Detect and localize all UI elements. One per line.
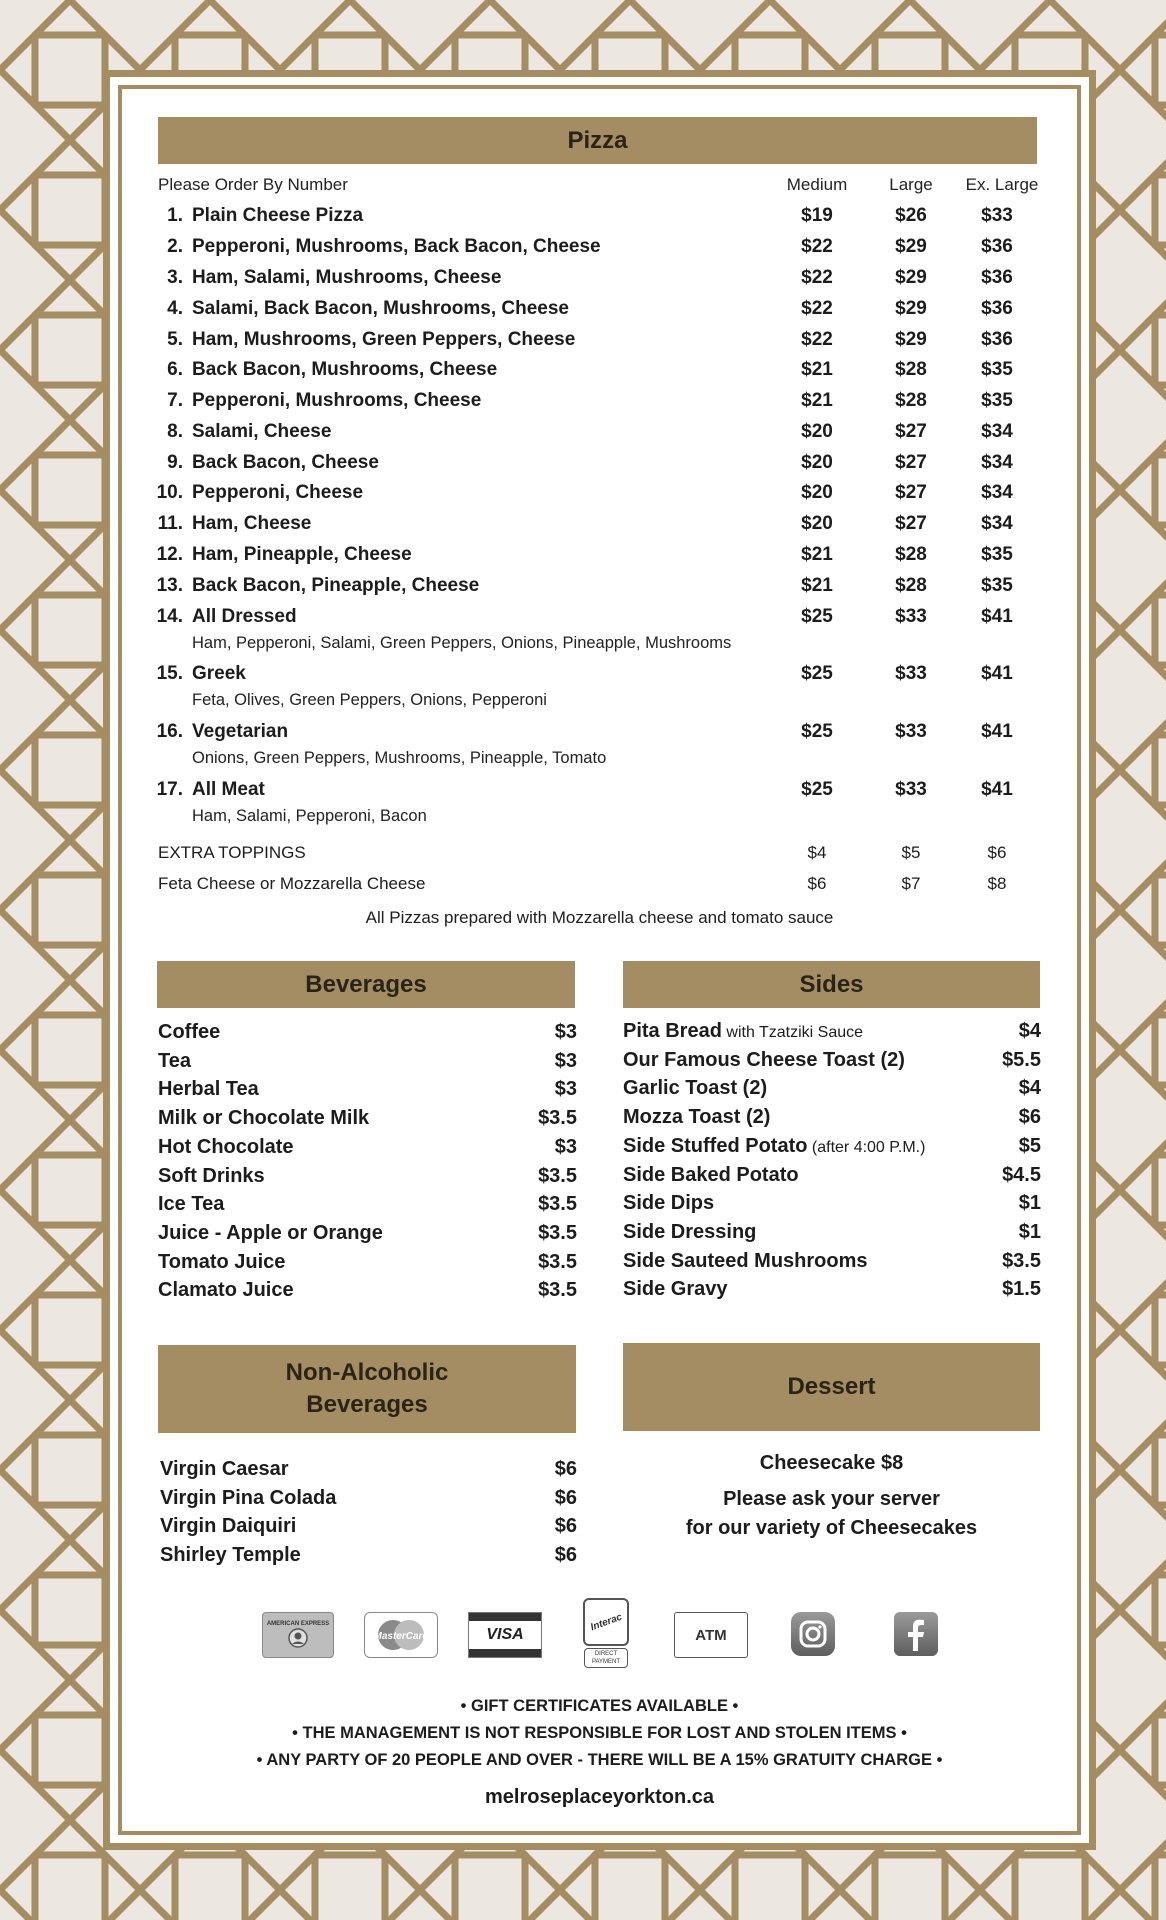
order-by-number-note: Please Order By Number [158, 175, 348, 194]
item-name: Virgin Pina Colada [160, 1486, 337, 1509]
menu-item-row [623, 1164, 1041, 1192]
menu-item-row [158, 1251, 577, 1279]
pizza-name: Ham, Salami, Mushrooms, Cheese [192, 267, 502, 288]
item-name: Mozza Toast (2) [623, 1106, 771, 1129]
price-ex-large: $41 [981, 721, 1013, 742]
item-name: Herbal Tea [158, 1078, 259, 1101]
pizza-row [0, 779, 1166, 825]
menu-item-row [158, 1136, 577, 1164]
price-ex-large: $34 [981, 421, 1013, 442]
price-large: $29 [895, 236, 927, 257]
item-name-group [160, 1458, 289, 1481]
price-medium: $20 [801, 452, 833, 473]
item-price: $6 [1018, 1106, 1041, 1129]
price-ex-large: $33 [981, 205, 1013, 226]
item-name: Side Dips [623, 1192, 715, 1215]
price-large: $33 [895, 663, 927, 684]
item-name: Clamato Juice [158, 1279, 294, 1302]
item-price: $4 [1018, 1020, 1041, 1042]
item-name-group [158, 1136, 294, 1159]
dessert-note-line1: Please ask your server [723, 1488, 940, 1510]
price-medium: $25 [801, 663, 833, 684]
pizza-number: 6. [167, 359, 183, 380]
pizza-name: Greek [192, 663, 246, 684]
item-name: Hot Chocolate [158, 1135, 294, 1158]
price-ex-large: $34 [981, 452, 1013, 473]
item-name-group [623, 1135, 925, 1158]
pizza-name: Plain Cheese Pizza [192, 205, 364, 226]
pizza-row [0, 482, 1166, 510]
price-ex-large: $35 [981, 359, 1013, 380]
item-name-group [158, 1251, 285, 1274]
pizza-name: Ham, Pineapple, Cheese [192, 544, 412, 565]
american-express-icon [262, 1612, 334, 1658]
item-name: Shirley Temple [160, 1544, 301, 1567]
instagram-glyph [798, 1619, 828, 1649]
menu-item-row [160, 1515, 577, 1543]
menu-item-row [623, 1192, 1041, 1220]
pizza-number: 10. [156, 482, 183, 503]
price-large: $27 [895, 482, 927, 503]
price-ex-large: $36 [981, 236, 1013, 257]
pizza-name: Pepperoni, Cheese [192, 482, 364, 503]
interac-direct-payment: DIRECT PAYMENT [584, 1648, 628, 1668]
menu-item-row [623, 1250, 1041, 1278]
pizza-name: Pepperoni, Mushrooms, Cheese [192, 390, 482, 411]
pizza-row [0, 390, 1166, 418]
menu-item-row [623, 1077, 1041, 1105]
menu-item-row [158, 1279, 577, 1307]
instagram-icon[interactable] [791, 1612, 835, 1656]
column-ex-large: Ex. Large [965, 175, 1039, 194]
price-large: $26 [895, 205, 927, 226]
pizza-row [0, 606, 1166, 652]
price-ex-large: $8 [987, 874, 1007, 893]
price-ex-large: $34 [981, 513, 1013, 534]
facebook-icon[interactable] [894, 1612, 938, 1656]
item-price: $3.5 [538, 1279, 577, 1302]
price-medium: $25 [801, 779, 833, 800]
item-price: $5 [1018, 1134, 1041, 1157]
price-large: $29 [895, 298, 927, 319]
item-name-group [160, 1544, 301, 1567]
price-medium: $20 [801, 482, 833, 503]
menu-item-row [158, 1193, 577, 1221]
item-name-group [623, 1020, 863, 1043]
menu-item-row [158, 1050, 577, 1078]
extra-cheese-label: Feta Cheese or Mozzarella Cheese [158, 874, 426, 893]
mastercard-circles [369, 1618, 433, 1652]
pizza-row [0, 236, 1166, 264]
price-ex-large: $41 [981, 606, 1013, 627]
item-name: Coffee [158, 1021, 221, 1043]
item-price: $3 [554, 1078, 577, 1101]
amex-label: AMERICAN EXPRESS [266, 1621, 330, 1627]
item-price: $4.5 [1002, 1163, 1041, 1186]
price-ex-large: $6 [987, 843, 1007, 862]
item-note: with Tzatziki Sauce [721, 1024, 864, 1041]
footer-gratuity-notice: • ANY PARTY OF 20 PEOPLE AND OVER - THERE WILL BE A 15% GRATUITY CHARGE • [256, 1751, 943, 1769]
item-price: $6 [554, 1515, 577, 1538]
extra-cheese-row [0, 874, 1166, 902]
price-medium: $25 [801, 606, 833, 627]
item-name: Juice - Apple or Orange [158, 1221, 383, 1244]
pizza-number: 4. [167, 298, 183, 319]
item-name-group [623, 1221, 756, 1244]
item-name-group [158, 1021, 220, 1044]
menu-item-row [623, 1135, 1041, 1163]
website-link[interactable]: melroseplaceyorkton.ca [485, 1786, 714, 1808]
item-price: $3.5 [538, 1164, 577, 1187]
beverages-header [157, 961, 575, 1008]
price-large: $33 [895, 721, 927, 742]
price-ex-large: $36 [981, 298, 1013, 319]
dessert-item: Cheesecake $8 [759, 1452, 904, 1474]
pizza-prep-note: All Pizzas prepared with Mozzarella cheese and tomato sauce [365, 908, 834, 927]
item-name-group [158, 1165, 265, 1188]
pizza-row [0, 663, 1166, 709]
pizza-number: 13. [156, 575, 183, 596]
price-large: $28 [895, 544, 927, 565]
non-alcoholic-title-line1: Non-Alcoholic [285, 1359, 449, 1386]
pizza-number: 11. [157, 513, 183, 534]
price-large: $28 [895, 575, 927, 596]
pizza-row [0, 298, 1166, 326]
item-name-group [160, 1515, 296, 1538]
item-name: Our Famous Cheese Toast (2) [623, 1048, 905, 1071]
menu-item-row [623, 1020, 1041, 1048]
column-large: Large [889, 175, 933, 194]
price-large: $27 [895, 513, 927, 534]
price-medium: $4 [807, 843, 827, 862]
pizza-name: Back Bacon, Cheese [192, 452, 379, 473]
pizza-description: Ham, Salami, Pepperoni, Bacon [192, 807, 427, 825]
menu-item-row [623, 1221, 1041, 1249]
item-name-group [623, 1049, 905, 1072]
price-large: $7 [901, 874, 921, 893]
item-name-group [623, 1164, 799, 1187]
price-large: $28 [895, 359, 927, 380]
menu-item-row [158, 1165, 577, 1193]
pizza-number: 7. [167, 390, 183, 411]
price-ex-large: $35 [981, 544, 1013, 565]
pizza-row [0, 452, 1166, 480]
item-name: Side Gravy [623, 1278, 728, 1301]
pizza-name: Salami, Cheese [192, 421, 332, 442]
price-medium: $20 [801, 513, 833, 534]
price-medium: $21 [801, 390, 833, 411]
pizza-row [0, 721, 1166, 767]
item-name-group [158, 1222, 383, 1245]
price-ex-large: $41 [981, 779, 1013, 800]
item-name-group [158, 1107, 369, 1130]
price-large: $27 [895, 421, 927, 442]
pizza-number: 17. [156, 779, 183, 800]
item-name: Virgin Daiquiri [160, 1515, 297, 1538]
item-name: Side Stuffed Potato [623, 1134, 808, 1157]
item-name-group [623, 1192, 714, 1215]
price-medium: $21 [801, 575, 833, 596]
item-name: Pita Bread [623, 1020, 722, 1042]
item-name: Tea [158, 1049, 191, 1072]
item-price: $6 [554, 1544, 577, 1567]
dessert-title: Dessert [787, 1373, 876, 1400]
price-ex-large: $41 [981, 663, 1013, 684]
pizza-description: Ham, Pepperoni, Salami, Green Peppers, Onions, Pineapple, Mushrooms [192, 634, 732, 652]
pizza-title: Pizza [567, 126, 628, 154]
item-name: Side Dressing [623, 1220, 757, 1243]
visa-label: VISA [486, 1626, 524, 1643]
pizza-row [0, 544, 1166, 572]
price-large: $5 [901, 843, 921, 862]
price-large: $27 [895, 452, 927, 473]
item-name-group [158, 1078, 259, 1101]
pizza-header [158, 117, 1037, 164]
item-price: $6 [554, 1486, 577, 1509]
price-ex-large: $36 [981, 329, 1013, 350]
price-large: $28 [895, 390, 927, 411]
sides-header [623, 961, 1040, 1008]
interac-label: Interac [588, 1611, 624, 1633]
interac-icon [583, 1598, 629, 1668]
pizza-row [0, 421, 1166, 449]
sides-title: Sides [799, 970, 864, 998]
item-name: Side Sauteed Mushrooms [623, 1249, 868, 1272]
pizza-name: Back Bacon, Pineapple, Cheese [192, 575, 480, 596]
item-price: $3.5 [538, 1107, 577, 1130]
price-medium: $22 [801, 298, 833, 319]
extra-toppings-row [0, 843, 1166, 871]
pizza-number: 5. [167, 329, 183, 350]
menu-item-row [623, 1278, 1041, 1306]
item-price: $3 [554, 1049, 577, 1072]
menu-item-row [158, 1222, 577, 1250]
price-medium: $6 [807, 874, 827, 893]
pizza-name: Vegetarian [192, 721, 289, 742]
item-name: Ice Tea [158, 1193, 225, 1216]
pizza-row [0, 267, 1166, 295]
item-name-group [160, 1487, 336, 1510]
price-ex-large: $34 [981, 482, 1013, 503]
item-name: Tomato Juice [158, 1250, 286, 1273]
price-ex-large: $35 [981, 390, 1013, 411]
item-price: $5.5 [1002, 1048, 1041, 1071]
item-price: $3 [554, 1135, 577, 1158]
item-name: Side Baked Potato [623, 1163, 799, 1186]
menu-item-row [158, 1021, 577, 1049]
pizza-number: 15. [156, 663, 183, 684]
item-price: $3 [554, 1021, 577, 1043]
pizza-number: 16. [156, 721, 183, 742]
menu-item-row [158, 1078, 577, 1106]
mastercard-label: MasterCard [373, 1631, 429, 1642]
price-large: $33 [895, 606, 927, 627]
mastercard-icon [364, 1612, 438, 1658]
price-large: $29 [895, 267, 927, 288]
item-name-group [158, 1050, 191, 1073]
pizza-row [0, 329, 1166, 357]
facebook-glyph [901, 1617, 931, 1651]
dessert-note-line2: for our variety of Cheesecakes [685, 1517, 978, 1539]
pizza-name: All Meat [192, 779, 265, 800]
item-price: $4 [1018, 1077, 1041, 1100]
item-name-group [623, 1077, 767, 1100]
pizza-number: 12. [156, 544, 183, 565]
price-medium: $25 [801, 721, 833, 742]
non-alcoholic-title-line2: Beverages [306, 1391, 428, 1418]
menu-item-row [623, 1106, 1041, 1134]
pizza-name: Pepperoni, Mushrooms, Back Bacon, Cheese [192, 236, 601, 257]
item-note: (after 4:00 P.M.) [807, 1138, 926, 1156]
item-name: Virgin Caesar [160, 1458, 289, 1480]
pizza-number: 8. [167, 421, 183, 442]
menu-item-row [158, 1107, 577, 1135]
extra-toppings-label: EXTRA TOPPINGS [158, 843, 306, 862]
price-ex-large: $35 [981, 575, 1013, 596]
footer-gift-certificates: • GIFT CERTIFICATES AVAILABLE • [460, 1697, 739, 1715]
footer-management-notice: • THE MANAGEMENT IS NOT RESPONSIBLE FOR LOST AND STOLEN ITEMS • [292, 1724, 907, 1742]
price-medium: $21 [801, 359, 833, 380]
menu-item-row [160, 1544, 577, 1572]
item-name-group [623, 1250, 868, 1273]
visa-icon [468, 1612, 542, 1658]
price-medium: $20 [801, 421, 833, 442]
price-large: $29 [895, 329, 927, 350]
menu-item-row [623, 1049, 1041, 1077]
item-name-group [158, 1193, 224, 1216]
item-name: Garlic Toast (2) [623, 1077, 768, 1100]
price-medium: $22 [801, 267, 833, 288]
pizza-row [0, 575, 1166, 603]
menu-item-row [160, 1487, 577, 1515]
item-name: Soft Drinks [158, 1164, 265, 1187]
pizza-number: 14. [156, 606, 183, 627]
item-name: Milk or Chocolate Milk [158, 1107, 370, 1130]
price-medium: $22 [801, 236, 833, 257]
price-medium: $22 [801, 329, 833, 350]
item-price: $3.5 [538, 1221, 577, 1244]
pizza-name: Back Bacon, Mushrooms, Cheese [192, 359, 498, 380]
pizza-number: 9. [167, 452, 183, 473]
pizza-number: 3. [167, 267, 183, 288]
pizza-name: Salami, Back Bacon, Mushrooms, Cheese [192, 298, 569, 319]
amex-centurion-icon [285, 1627, 311, 1649]
pizza-number: 1. [167, 205, 183, 226]
item-name-group [623, 1278, 728, 1301]
pizza-description: Onions, Green Peppers, Mushrooms, Pineapple, Tomato [192, 749, 607, 767]
price-medium: $19 [801, 205, 833, 226]
item-name-group [623, 1106, 770, 1129]
item-price: $1 [1018, 1192, 1041, 1215]
pizza-number: 2. [167, 236, 183, 257]
beverages-title: Beverages [305, 970, 427, 998]
pizza-name: Ham, Cheese [192, 513, 312, 534]
item-price: $1 [1018, 1220, 1041, 1243]
item-price: $3.5 [1002, 1249, 1041, 1272]
price-ex-large: $36 [981, 267, 1013, 288]
item-price: $3.5 [538, 1250, 577, 1273]
item-price: $3.5 [538, 1193, 577, 1216]
item-price: $6 [554, 1458, 577, 1480]
pizza-description: Feta, Olives, Green Peppers, Onions, Pepperoni [192, 691, 547, 709]
pizza-name: Ham, Mushrooms, Green Peppers, Cheese [192, 329, 576, 350]
pizza-name: All Dressed [192, 606, 297, 627]
column-medium: Medium [786, 175, 848, 194]
price-medium: $21 [801, 544, 833, 565]
non-alcoholic-header [158, 1345, 576, 1433]
price-large: $33 [895, 779, 927, 800]
pizza-row [0, 359, 1166, 387]
atm-icon: ATM [674, 1612, 748, 1658]
item-price: $1.5 [1002, 1278, 1041, 1301]
dessert-header [623, 1343, 1040, 1431]
pizza-row [0, 513, 1166, 541]
menu-item-row [160, 1458, 577, 1486]
pizza-row [0, 205, 1166, 233]
item-name-group [158, 1279, 294, 1302]
